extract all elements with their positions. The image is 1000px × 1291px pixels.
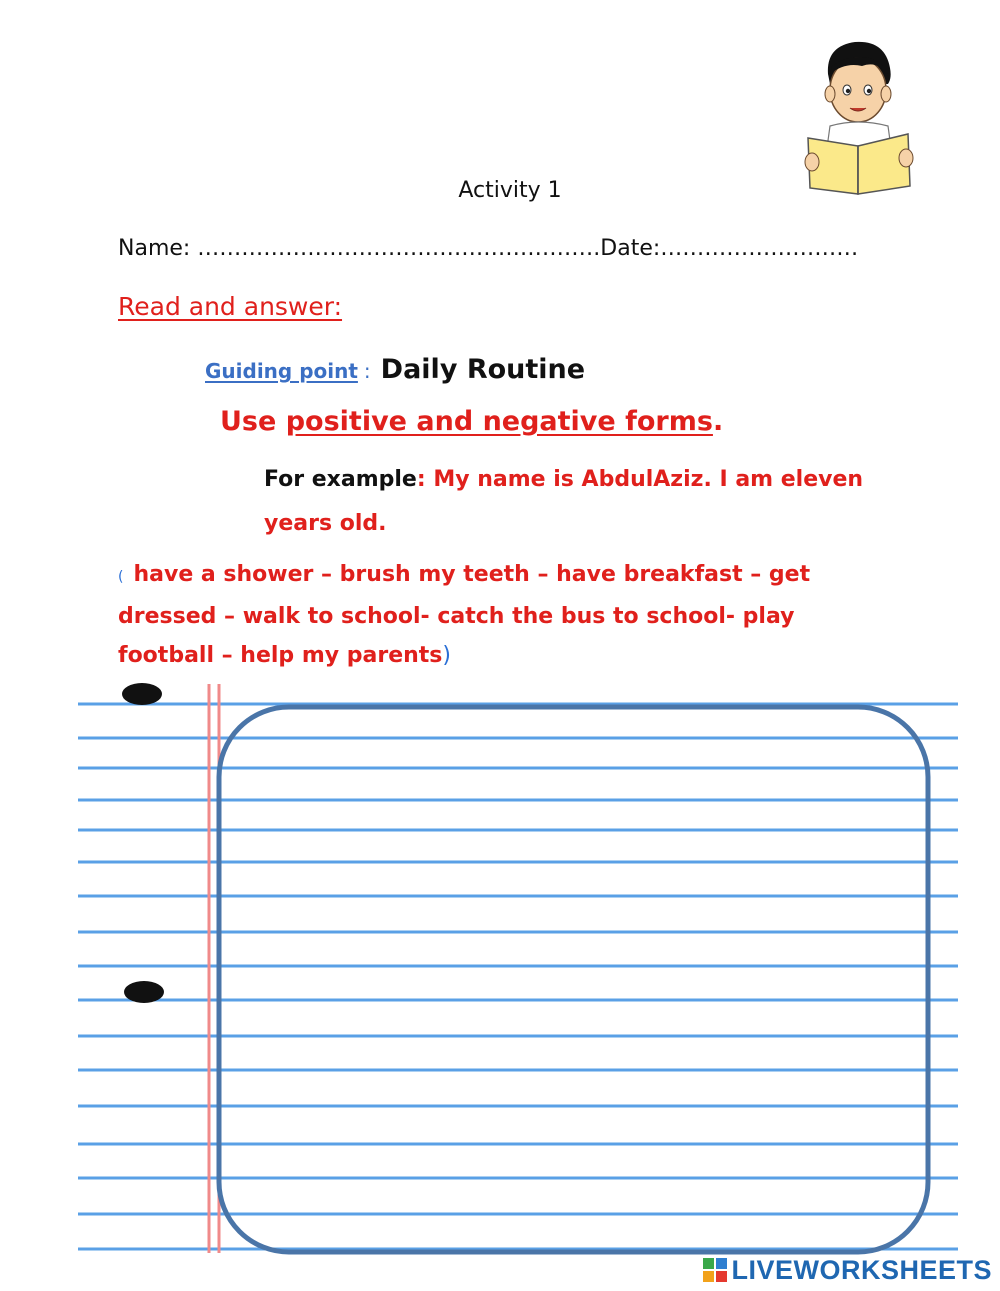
phrase-bank-open-paren: ( [118, 569, 124, 585]
phrase-bank-text: have a shower – brush my teeth – have breakfast – get dressed – walk to school- catch the bus to school- play football – help my parents [118, 562, 811, 668]
phrase-bank-close-paren: ) [442, 643, 451, 668]
example-text-1: My name is AbdulAziz [433, 467, 704, 492]
guiding-point-colon: : [363, 359, 371, 383]
use-prefix: Use [220, 406, 277, 437]
punch-hole-top [122, 683, 162, 705]
instruction-heading: Read and answer: [118, 292, 343, 321]
activity-title: Activity 1 [458, 178, 562, 203]
punch-hole-middle [124, 981, 164, 1003]
example-label: For example [264, 467, 417, 492]
liveworksheets-logo [703, 1254, 992, 1286]
example-text-2: I am eleven years old. [264, 467, 864, 536]
example-colon: : [416, 467, 426, 492]
answer-box[interactable] [219, 707, 928, 1252]
logo-mark-icon [703, 1258, 727, 1282]
logo-text: LIVEWORKSHEETS [731, 1254, 992, 1285]
guiding-point-topic: Daily Routine [380, 354, 586, 385]
name-date-line: Name: ……………………………………………….Date:……………………… [118, 236, 859, 261]
use-suffix: . [712, 406, 724, 437]
example-dot: . [703, 467, 712, 492]
use-underlined: positive and negative forms [285, 406, 713, 437]
guiding-point-label: Guiding point [205, 359, 358, 383]
